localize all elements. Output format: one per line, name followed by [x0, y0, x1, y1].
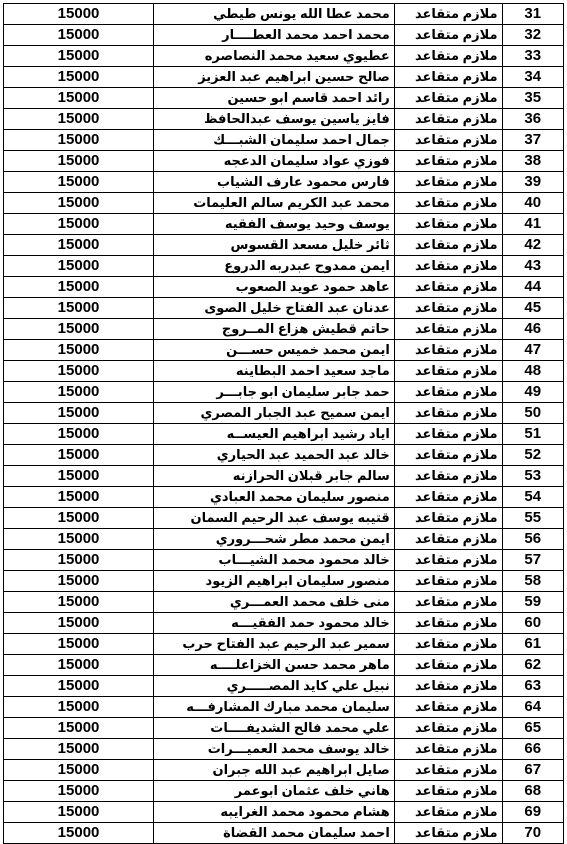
row-number-cell: 45 — [502, 298, 563, 319]
table-row — [4, 235, 564, 256]
amount-cell: 15000 — [4, 25, 154, 46]
name-cell: خالد محمود حمد الفقيـــه — [154, 613, 395, 634]
table-row — [4, 592, 564, 613]
name-cell: عطيوي سعيد محمد النصاصره — [154, 46, 395, 67]
name-cell: هشام محمود محمد الغرايبه — [154, 802, 395, 823]
name-cell: عاهد حمود عويد الصعوب — [154, 277, 395, 298]
rank-cell: ملازم متقاعد — [394, 130, 502, 151]
name-cell: صالح حسين ابراهيم عبد العزيز — [154, 67, 395, 88]
rank-cell: ملازم متقاعد — [394, 445, 502, 466]
table-row — [4, 382, 564, 403]
table-row — [4, 508, 564, 529]
table-row — [4, 214, 564, 235]
amount-cell: 15000 — [4, 67, 154, 88]
row-number-cell: 55 — [502, 508, 563, 529]
name-cell: عدنان عبد الفتاح خليل الصوى — [154, 298, 395, 319]
amount-cell: 15000 — [4, 109, 154, 130]
name-cell: اياد رشيد ابراهيم العيســه — [154, 424, 395, 445]
name-cell: محمد عطا الله يونس طيطي — [154, 4, 395, 25]
amount-cell: 15000 — [4, 4, 154, 25]
rank-cell: ملازم متقاعد — [394, 634, 502, 655]
table-row — [4, 130, 564, 151]
table-row — [4, 46, 564, 67]
amount-cell: 15000 — [4, 277, 154, 298]
name-cell: احمد سليمان محمد القضاة — [154, 823, 395, 844]
row-number-cell: 43 — [502, 256, 563, 277]
table-row — [4, 403, 564, 424]
amount-cell: 15000 — [4, 718, 154, 739]
name-cell: فايز ياسين يوسف عبدالحافظ — [154, 109, 395, 130]
rank-cell: ملازم متقاعد — [394, 529, 502, 550]
row-number-cell: 42 — [502, 235, 563, 256]
table-row — [4, 550, 564, 571]
amount-cell: 15000 — [4, 739, 154, 760]
amount-cell: 15000 — [4, 823, 154, 844]
row-number-cell: 70 — [502, 823, 563, 844]
name-cell: جمال احمد سليمان الشبـــك — [154, 130, 395, 151]
row-number-cell: 38 — [502, 151, 563, 172]
rank-cell: ملازم متقاعد — [394, 382, 502, 403]
retirees-table — [3, 3, 564, 844]
rank-cell: ملازم متقاعد — [394, 235, 502, 256]
row-number-cell: 46 — [502, 319, 563, 340]
name-cell: يوسف وحيد يوسف الفقيه — [154, 214, 395, 235]
amount-cell: 15000 — [4, 466, 154, 487]
table-row — [4, 445, 564, 466]
name-cell: خالد عبد الحميد عبد الحياري — [154, 445, 395, 466]
rank-cell: ملازم متقاعد — [394, 718, 502, 739]
row-number-cell: 62 — [502, 655, 563, 676]
table-row — [4, 109, 564, 130]
rank-cell: ملازم متقاعد — [394, 550, 502, 571]
table-row — [4, 256, 564, 277]
rank-cell: ملازم متقاعد — [394, 214, 502, 235]
amount-cell: 15000 — [4, 151, 154, 172]
amount-cell: 15000 — [4, 319, 154, 340]
name-cell: فارس محمود عارف الشياب — [154, 172, 395, 193]
row-number-cell: 37 — [502, 130, 563, 151]
rank-cell: ملازم متقاعد — [394, 508, 502, 529]
name-cell: ايمن محمد مطر شحـــروري — [154, 529, 395, 550]
amount-cell: 15000 — [4, 88, 154, 109]
table-row — [4, 88, 564, 109]
table-row — [4, 361, 564, 382]
amount-cell: 15000 — [4, 46, 154, 67]
amount-cell: 15000 — [4, 445, 154, 466]
amount-cell: 15000 — [4, 592, 154, 613]
name-cell: صايل ابراهيم عبد الله جبران — [154, 760, 395, 781]
rank-cell: ملازم متقاعد — [394, 823, 502, 844]
rank-cell: ملازم متقاعد — [394, 487, 502, 508]
row-number-cell: 60 — [502, 613, 563, 634]
table-row — [4, 298, 564, 319]
row-number-cell: 52 — [502, 445, 563, 466]
amount-cell: 15000 — [4, 697, 154, 718]
rank-cell: ملازم متقاعد — [394, 4, 502, 25]
row-number-cell: 32 — [502, 25, 563, 46]
amount-cell: 15000 — [4, 382, 154, 403]
amount-cell: 15000 — [4, 571, 154, 592]
name-cell: علي محمد فالح الشديفــــات — [154, 718, 395, 739]
row-number-cell: 40 — [502, 193, 563, 214]
name-cell: حمد جابر سليمان ابو جابـــر — [154, 382, 395, 403]
table-row — [4, 151, 564, 172]
name-cell: ماجد سعيد احمد البطاينه — [154, 361, 395, 382]
row-number-cell: 48 — [502, 361, 563, 382]
rank-cell: ملازم متقاعد — [394, 676, 502, 697]
table-row — [4, 172, 564, 193]
amount-cell: 15000 — [4, 529, 154, 550]
rank-cell: ملازم متقاعد — [394, 739, 502, 760]
rank-cell: ملازم متقاعد — [394, 340, 502, 361]
rank-cell: ملازم متقاعد — [394, 256, 502, 277]
table-row — [4, 319, 564, 340]
row-number-cell: 35 — [502, 88, 563, 109]
name-cell: حاتم قطيش هزاع المــروج — [154, 319, 395, 340]
rank-cell: ملازم متقاعد — [394, 466, 502, 487]
rank-cell: ملازم متقاعد — [394, 88, 502, 109]
amount-cell: 15000 — [4, 487, 154, 508]
row-number-cell: 59 — [502, 592, 563, 613]
rank-cell: ملازم متقاعد — [394, 781, 502, 802]
rank-cell: ملازم متقاعد — [394, 697, 502, 718]
rank-cell: ملازم متقاعد — [394, 655, 502, 676]
row-number-cell: 63 — [502, 676, 563, 697]
table-row — [4, 466, 564, 487]
amount-cell: 15000 — [4, 235, 154, 256]
table-row — [4, 676, 564, 697]
name-cell: منى خلف محمد العمـــري — [154, 592, 395, 613]
name-cell: سالم جابر قبلان الحرازنه — [154, 466, 395, 487]
name-cell: فوزي عواد سليمان الدعجه — [154, 151, 395, 172]
rank-cell: ملازم متقاعد — [394, 403, 502, 424]
row-number-cell: 61 — [502, 634, 563, 655]
amount-cell: 15000 — [4, 340, 154, 361]
table-row — [4, 277, 564, 298]
rank-cell: ملازم متقاعد — [394, 319, 502, 340]
row-number-cell: 54 — [502, 487, 563, 508]
table-row — [4, 67, 564, 88]
row-number-cell: 31 — [502, 4, 563, 25]
name-cell: محمد عبد الكريم سالم العليمات — [154, 193, 395, 214]
table-row — [4, 25, 564, 46]
name-cell: خالد يوسف محمد العميـــرات — [154, 739, 395, 760]
rank-cell: ملازم متقاعد — [394, 193, 502, 214]
name-cell: منصور سليمان ابراهيم الزيود — [154, 571, 395, 592]
rank-cell: ملازم متقاعد — [394, 172, 502, 193]
table-row — [4, 487, 564, 508]
table-row — [4, 655, 564, 676]
name-cell: ماهر محمد حسن الخزاعلــــه — [154, 655, 395, 676]
row-number-cell: 69 — [502, 802, 563, 823]
table-row — [4, 4, 564, 25]
table-row — [4, 760, 564, 781]
amount-cell: 15000 — [4, 130, 154, 151]
rank-cell: ملازم متقاعد — [394, 424, 502, 445]
row-number-cell: 36 — [502, 109, 563, 130]
rank-cell: ملازم متقاعد — [394, 613, 502, 634]
name-cell: سليمان محمد مبارك المشارفـــه — [154, 697, 395, 718]
row-number-cell: 47 — [502, 340, 563, 361]
rank-cell: ملازم متقاعد — [394, 760, 502, 781]
amount-cell: 15000 — [4, 613, 154, 634]
name-cell: محمد احمد محمد العطــــار — [154, 25, 395, 46]
name-cell: رائد احمد قاسم ابو حسين — [154, 88, 395, 109]
amount-cell: 15000 — [4, 298, 154, 319]
row-number-cell: 65 — [502, 718, 563, 739]
name-cell: خالد محمود محمد الشيـــاب — [154, 550, 395, 571]
name-cell: سمير عبد الرحيم عبد الفتاح حرب — [154, 634, 395, 655]
table-row — [4, 613, 564, 634]
rank-cell: ملازم متقاعد — [394, 361, 502, 382]
rank-cell: ملازم متقاعد — [394, 592, 502, 613]
table-row — [4, 340, 564, 361]
rank-cell: ملازم متقاعد — [394, 67, 502, 88]
rank-cell: ملازم متقاعد — [394, 25, 502, 46]
amount-cell: 15000 — [4, 214, 154, 235]
row-number-cell: 68 — [502, 781, 563, 802]
amount-cell: 15000 — [4, 508, 154, 529]
name-cell: منصور سليمان محمد العبادي — [154, 487, 395, 508]
table-row — [4, 781, 564, 802]
amount-cell: 15000 — [4, 256, 154, 277]
table-row — [4, 802, 564, 823]
rank-cell: ملازم متقاعد — [394, 298, 502, 319]
row-number-cell: 66 — [502, 739, 563, 760]
name-cell: ايمن محمد خميس حســـن — [154, 340, 395, 361]
amount-cell: 15000 — [4, 172, 154, 193]
amount-cell: 15000 — [4, 550, 154, 571]
table-row — [4, 193, 564, 214]
amount-cell: 15000 — [4, 403, 154, 424]
row-number-cell: 44 — [502, 277, 563, 298]
table-body — [4, 4, 564, 844]
rank-cell: ملازم متقاعد — [394, 46, 502, 67]
amount-cell: 15000 — [4, 361, 154, 382]
table-row — [4, 634, 564, 655]
name-cell: هاني خلف عثمان ابوعمر — [154, 781, 395, 802]
row-number-cell: 41 — [502, 214, 563, 235]
amount-cell: 15000 — [4, 760, 154, 781]
amount-cell: 15000 — [4, 655, 154, 676]
table-row — [4, 739, 564, 760]
rank-cell: ملازم متقاعد — [394, 151, 502, 172]
name-cell: نبيل علي كايد المصـــــري — [154, 676, 395, 697]
row-number-cell: 53 — [502, 466, 563, 487]
row-number-cell: 58 — [502, 571, 563, 592]
row-number-cell: 39 — [502, 172, 563, 193]
rank-cell: ملازم متقاعد — [394, 109, 502, 130]
row-number-cell: 50 — [502, 403, 563, 424]
table-row — [4, 823, 564, 844]
row-number-cell: 49 — [502, 382, 563, 403]
table-row — [4, 424, 564, 445]
rank-cell: ملازم متقاعد — [394, 802, 502, 823]
row-number-cell: 67 — [502, 760, 563, 781]
name-cell: ثائر خليل مسعد القسوس — [154, 235, 395, 256]
row-number-cell: 51 — [502, 424, 563, 445]
row-number-cell: 57 — [502, 550, 563, 571]
name-cell: قتيبه يوسف عبد الرحيم السمان — [154, 508, 395, 529]
row-number-cell: 56 — [502, 529, 563, 550]
row-number-cell: 33 — [502, 46, 563, 67]
rank-cell: ملازم متقاعد — [394, 277, 502, 298]
amount-cell: 15000 — [4, 634, 154, 655]
name-cell: ايمن سميح عبد الجبار المصري — [154, 403, 395, 424]
amount-cell: 15000 — [4, 676, 154, 697]
rank-cell: ملازم متقاعد — [394, 571, 502, 592]
table-row — [4, 718, 564, 739]
amount-cell: 15000 — [4, 781, 154, 802]
row-number-cell: 64 — [502, 697, 563, 718]
amount-cell: 15000 — [4, 193, 154, 214]
name-cell: ايمن ممدوح عبدربه الدروع — [154, 256, 395, 277]
table-row — [4, 529, 564, 550]
table-row — [4, 697, 564, 718]
amount-cell: 15000 — [4, 424, 154, 445]
row-number-cell: 34 — [502, 67, 563, 88]
table-row — [4, 571, 564, 592]
amount-cell: 15000 — [4, 802, 154, 823]
